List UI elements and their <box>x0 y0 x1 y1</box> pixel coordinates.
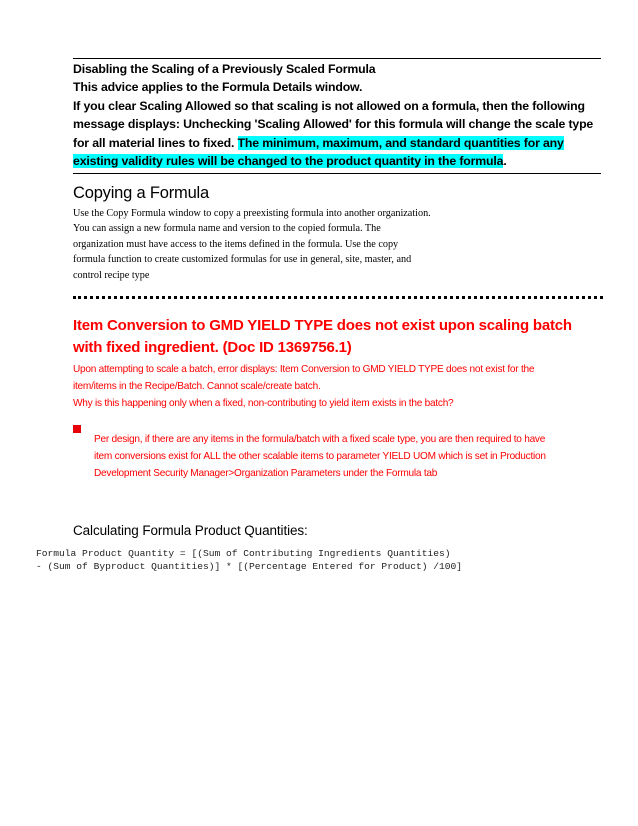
copy-body-line: organization must have access to the items defined in the formula. Use the copy <box>73 238 399 250</box>
answer-line: Per design, if there are any items in the formula/batch with a fixed scale type, you are then required to have <box>94 434 546 445</box>
copy-formula-heading: Copying a Formula <box>73 184 209 202</box>
advice-highlighted-text: The minimum, maximum, and standard quantities for any existing validity rules will be changed to the product quantity in the formula <box>73 135 564 169</box>
note-body-line: Upon attempting to scale a batch, error displays: Item Conversion to GMD YIELD TYPE does not exist for the <box>73 364 535 375</box>
item-conversion-heading: Item Conversion to GMD YIELD TYPE does not exist upon scaling batch with fixed ingredient. (Doc ID 1369756.1) <box>73 317 572 356</box>
advice-paragraph-end: . <box>503 154 507 169</box>
answer-line: Development Security Manager>Organization Parameters under the Formula tab <box>94 468 438 479</box>
advice-applies-line: This advice applies to the Formula Details window. <box>73 80 363 95</box>
copy-body-line: formula function to create customized formulas for use in general, site, master, and <box>73 254 412 266</box>
answer-line: item conversions exist for ALL the other scalable items to parameter YIELD UOM which is set in Production <box>94 451 546 462</box>
square-bullet-icon <box>73 425 81 433</box>
copy-formula-body <box>73 206 513 283</box>
note-body-line: item/items in the Recipe/Batch. Cannot scale/create batch. <box>73 381 321 392</box>
item-conversion-answer <box>94 431 614 482</box>
note-body-line: Why is this happening only when a fixed, non-contributing to yield item exists in the batch? <box>73 398 454 409</box>
scaling-advice-box <box>73 58 601 174</box>
calculating-heading: Calculating Formula Product Quantities: <box>73 523 308 538</box>
item-conversion-body <box>73 361 613 412</box>
copy-body-line: control recipe type <box>73 269 150 281</box>
copy-body-line: You can assign a new formula name and version to the copied formula. The <box>73 223 381 235</box>
advice-title: Disabling the Scaling of a Previously Scaled Formula <box>73 62 376 76</box>
formula-line: - (Sum of Byproduct Quantities)] * [(Percentage Entered for Product) /100] <box>36 560 463 572</box>
formula-line: Formula Product Quantity = [(Sum of Contributing Ingredients Quantities) <box>36 548 451 559</box>
copy-body-line: Use the Copy Formula window to copy a preexisting formula into another organization. <box>73 208 431 219</box>
formula-code-block <box>36 548 462 573</box>
advice-paragraph <box>73 97 601 171</box>
dotted-separator <box>73 296 603 299</box>
advice-paragraph-text: If you clear Scaling Allowed so that scaling is not allowed on a formula, then the following message displays: Unchecking 'Scaling Allowed' for this formula will change the scale type for all material lines to fixed. <box>73 98 594 150</box>
